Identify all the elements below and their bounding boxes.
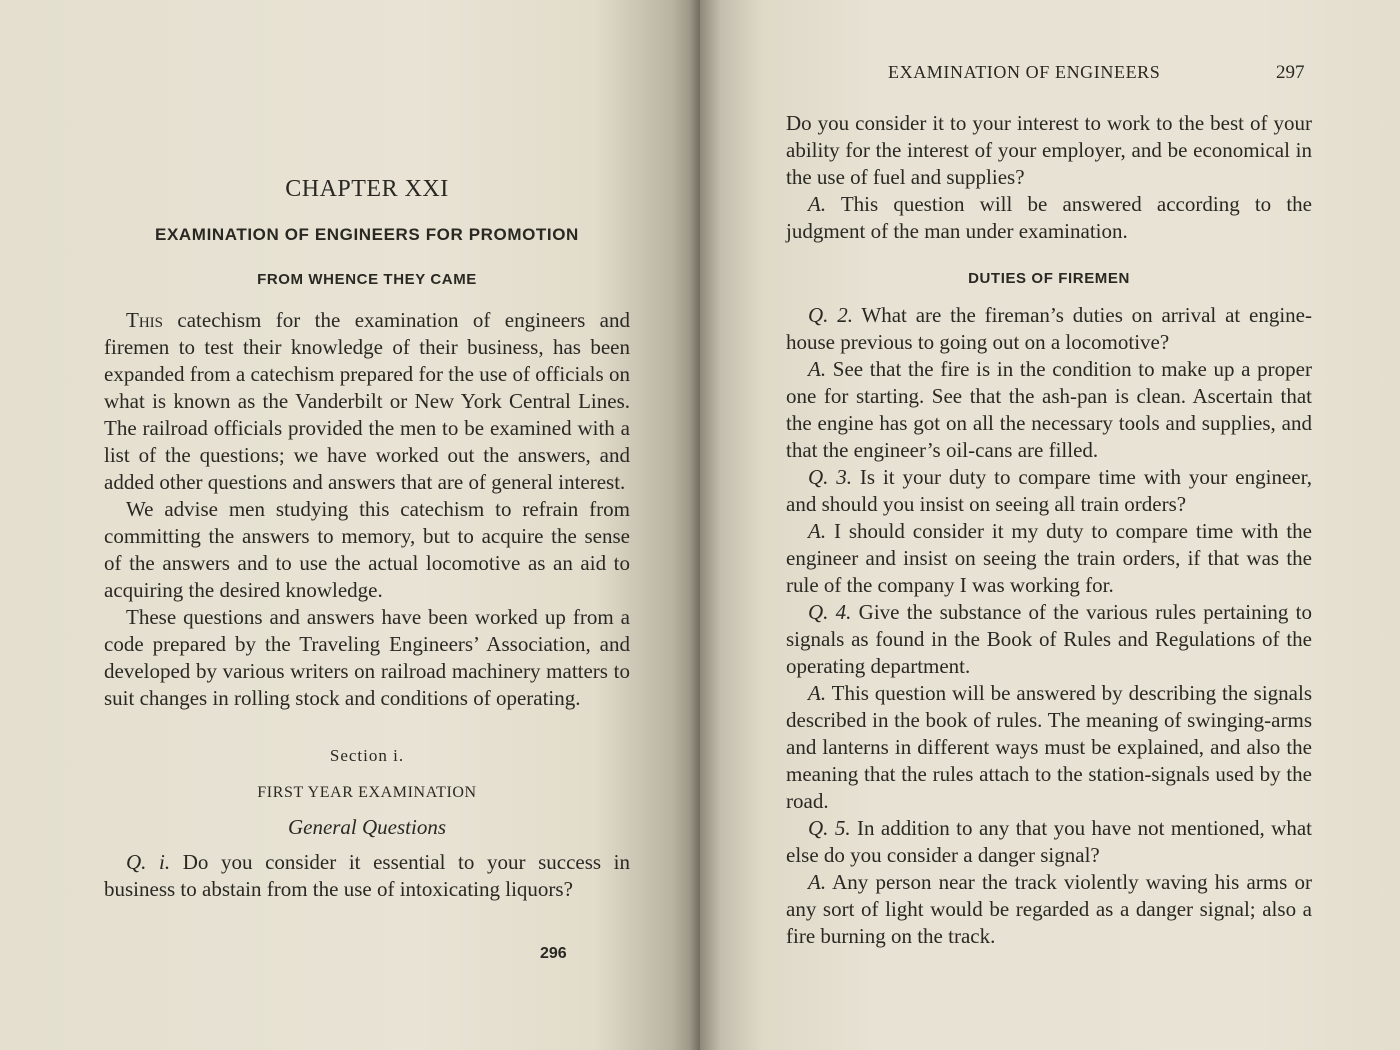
duties-heading: DUTIES OF FIREMEN [968,270,1130,287]
section-subheading: FIRST YEAR EXAMINATION [257,784,477,801]
question-label: Q. i. [126,850,171,874]
paragraph-origin: These questions and answers have been worked up from a code prepared by the Traveling Engineers’ Association, and developed by various writers on railroad machinery matters to suit changes in rolling stock and conditions of operating. [104,605,630,710]
paragraph-intro [104,307,630,496]
question-text: What are the fireman’s duties on arrival at engine-house previous to going out on a locomotive? [786,303,1313,354]
chapter-number: CHAPTER XXI [285,176,449,202]
question-2 [786,302,1312,356]
paragraph-advice: We advise men studying this catechism to refrain from committing the answers to memory, but to acquire the sense of the answers and to use the actual locomotive as an aid to acquiring the desired knowledge. [104,497,630,602]
answer-text: See that the fire is in the condition to make up a proper one for starting. See that the ash-pan is clean. Ascertain that the engine has got on all the necessary tools and supplies, and that the engineer’s oil-cans are filled. [786,357,1312,462]
right-page-text [786,110,1312,950]
question-text: In addition to any that you have not mentioned, what else do you consider a danger signal? [786,816,1312,867]
question-1-continued: Do you consider it to your interest to work to the best of your ability for the interest of your employer, and be economical in the use of fuel and supplies? [786,111,1312,189]
answer-label: A. [808,519,827,543]
answer-text: I should consider it my duty to compare time with the engineer and insist on seeing the train orders, if that was the rule of the company I was working for. [786,519,1312,597]
paragraph-intro-body: catechism for the examination of engineers and firemen to test their knowledge of their business, has been expanded from a catechism prepared for the use of officials on what is known as the Vanderbilt or New York Central Lines. The railroad officials provided the men to be examined with a list of the questions; we have worked out the answers, and added other questions and answers that are of general interest. [104,308,630,494]
answer-5 [786,869,1312,950]
answer-label: A. [808,870,827,894]
question-text: Do you consider it essential to your success in business to abstain from the use of intoxicating liquors? [104,850,630,901]
question-label: Q. 2. [808,303,853,327]
question-label: Q. 5. [808,816,851,840]
chapter-title: EXAMINATION OF ENGINEERS FOR PROMOTION [155,225,579,244]
page-number-left: 296 [540,945,567,962]
section-subtitle: FROM WHENCE THEY CAME [257,271,477,288]
general-questions-heading: General Questions [287,815,447,839]
left-page-text [104,176,630,903]
question-text: Give the substance of the various rules pertaining to signals as found in the Book of Rules and Regulations of the operating department. [786,600,1312,678]
question-text: Is it your duty to compare time with your engineer, and should you insist on seeing all train orders? [786,465,1312,516]
question-4 [786,599,1312,680]
answer-text: This question will be answered according to the judgment of the man under examination. [786,192,1312,243]
answer-2 [786,356,1312,464]
answer-text: Any person near the track violently waving his arms or any sort of light would be regarded as a danger signal; also a fire burning on the track. [786,870,1312,948]
question-label: Q. 4. [808,600,852,624]
question-5 [786,815,1312,869]
running-head: EXAMINATION OF ENGINEERS [888,62,1161,82]
answer-text: This question will be answered by describing the signals described in the book of rules. The meaning of swinging-arms and lanterns in different ways must be explained, and also the meaning that the rules attach to the station-signals used by the road. [786,681,1312,813]
question-label: Q. 3. [808,465,853,489]
paragraph-lead-word: This [126,308,163,332]
answer-label: A. [808,192,827,216]
answer-4 [786,680,1312,815]
answer-label: A. [808,357,827,381]
page-number-right: 297 [1276,62,1305,83]
question-1 [104,849,630,903]
answer-3 [786,518,1312,599]
answer-label: A. [808,681,827,705]
answer-1 [786,191,1312,245]
section-label: Section i. [329,746,405,765]
question-3 [786,464,1312,518]
